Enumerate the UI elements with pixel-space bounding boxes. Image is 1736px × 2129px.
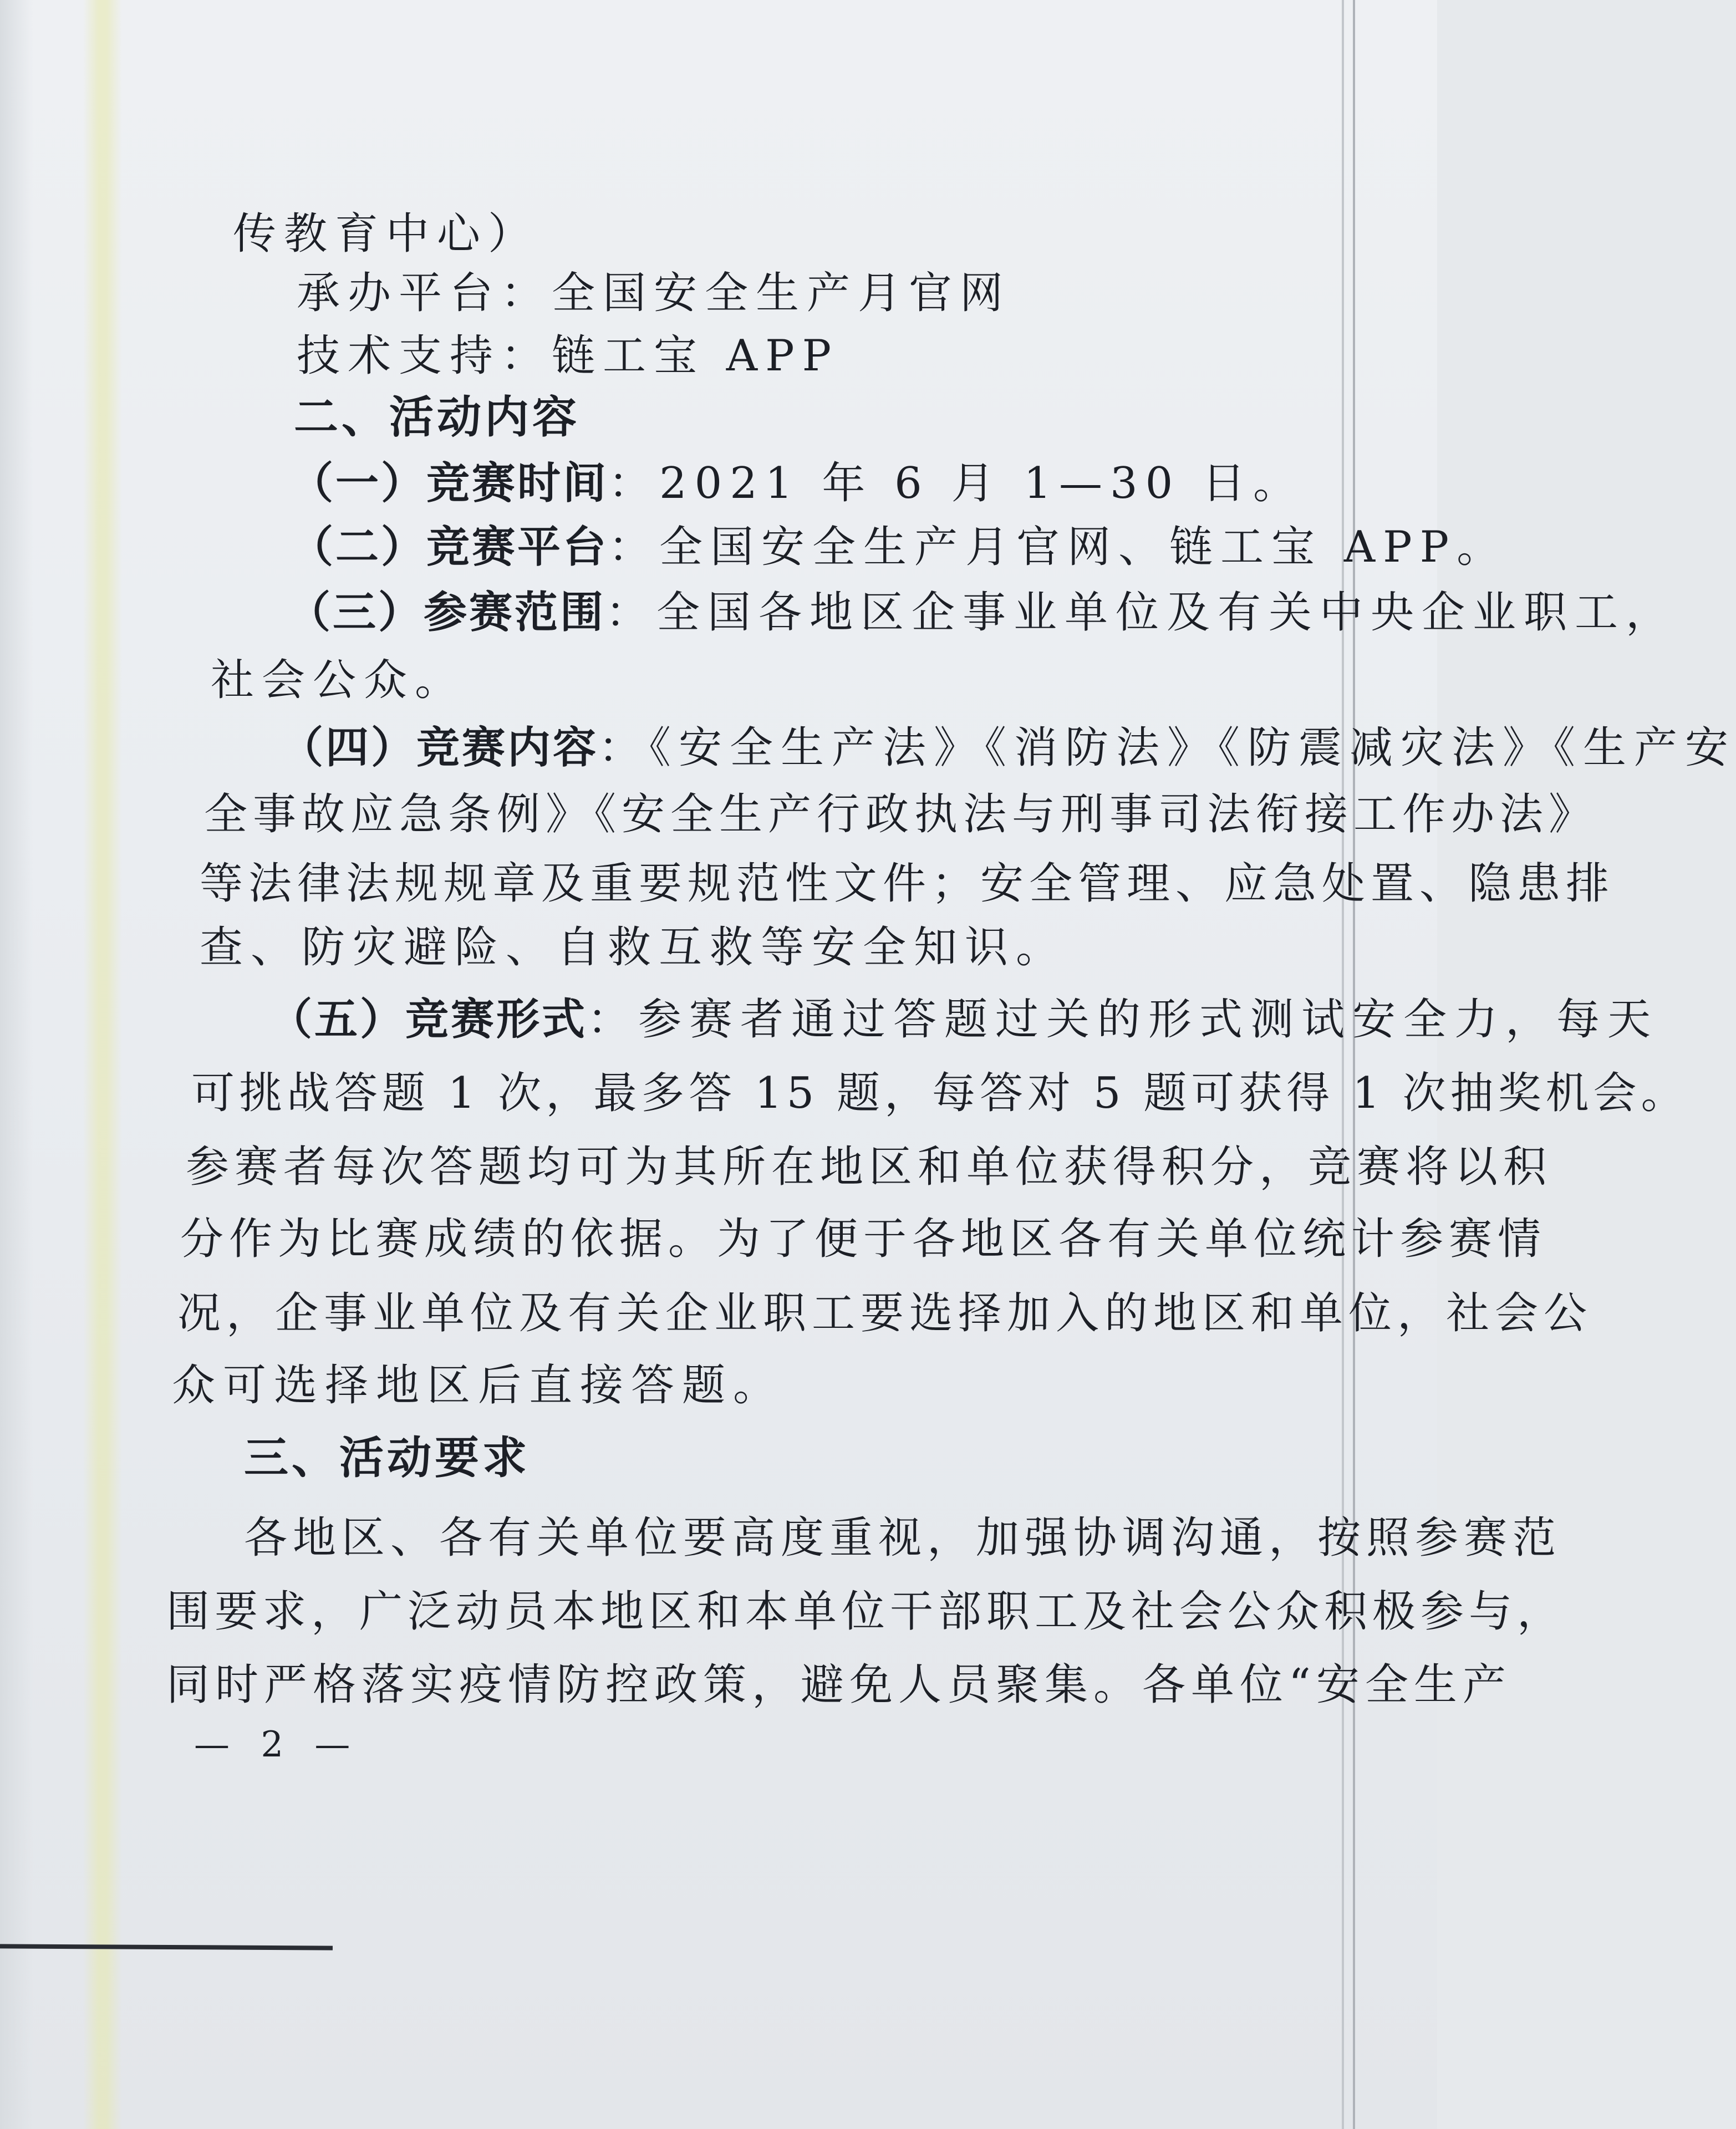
line-text: 同时严格落实疫情防控政策，避免人员聚集。各单位“安全生产 <box>166 1660 1511 1710</box>
line-text: 传教育中心） <box>233 209 539 259</box>
text-line <box>297 331 839 381</box>
text-line <box>172 1361 785 1410</box>
line-text: 众可选择地区后直接答题。 <box>172 1361 785 1410</box>
line-text: ：2021 年 6 月 1—30 日。 <box>608 459 1304 508</box>
page-edge-line <box>1353 0 1355 2129</box>
text-line <box>297 268 1011 318</box>
line-text: 况，企事业单位及有关企业职工要选择加入的地区和单位，社会公 <box>177 1288 1593 1338</box>
page-edge-line <box>1342 0 1344 2129</box>
text-line <box>269 995 1659 1045</box>
text-line <box>244 1513 1562 1563</box>
line-text: 查、防灾避险、自救互救等安全知识。 <box>200 923 1067 972</box>
text-line <box>166 1587 1566 1637</box>
item-lead: （二）竞赛平台 <box>290 522 609 572</box>
text-line <box>287 588 1677 638</box>
page-left-shadow <box>0 0 33 2129</box>
line-text: ：全国各地区企事业单位及有关中央企业职工， <box>605 588 1677 638</box>
text-line <box>186 1142 1552 1192</box>
heading-text: 二、活动内容 <box>294 391 580 443</box>
text-line <box>204 790 1598 839</box>
item-lead: （五）竞赛形式 <box>269 995 588 1045</box>
text-line <box>211 655 466 705</box>
line-text: 参赛者每次答题均可为其所在地区和单位获得积分，竞赛将以积 <box>186 1142 1552 1192</box>
margin-highlight-stripe <box>83 0 122 2129</box>
section-heading <box>244 1432 530 1484</box>
line-text: ：全国安全生产月官网、链工宝 APP。 <box>608 522 1508 572</box>
line-text: 技术支持：链工宝 APP <box>297 331 839 381</box>
line-text: 承办平台：全国安全生产月官网 <box>297 268 1011 318</box>
line-text: 分作为比赛成绩的依据。为了便于各地区各有关单位统计参赛情 <box>180 1214 1547 1264</box>
text-line <box>290 522 1508 572</box>
line-text: 社会公众。 <box>211 655 466 705</box>
line-text: ：《安全生产法》《消防法》《防震减灾法》《生产安 <box>598 723 1736 773</box>
item-lead: （一）竞赛时间 <box>290 459 609 508</box>
text-line <box>200 923 1067 972</box>
line-text: 可挑战答题 1 次，最多答 15 题，每答对 5 题可获得 1 次抽奖机会。 <box>191 1068 1689 1118</box>
page-number: — 2 — <box>194 1724 360 1765</box>
item-lead: （三）参赛范围 <box>287 588 606 638</box>
text-line <box>233 209 539 259</box>
item-lead: （四）竞赛内容 <box>280 723 599 773</box>
heading-text: 三、活动要求 <box>244 1432 530 1484</box>
section-heading <box>294 391 580 443</box>
line-text: 等法律法规规章及重要规范性文件；安全管理、应急处置、隐患排 <box>200 859 1615 909</box>
line-text: 各地区、各有关单位要高度重视，加强协调沟通，按照参赛范 <box>244 1513 1562 1563</box>
text-line <box>180 1214 1547 1264</box>
text-line <box>200 859 1615 909</box>
text-line <box>280 723 1736 773</box>
text-line <box>191 1068 1689 1118</box>
text-line <box>166 1660 1511 1710</box>
line-text: 全事故应急条例》《安全生产行政执法与刑事司法衔接工作办法》 <box>204 790 1598 839</box>
text-line <box>177 1288 1593 1338</box>
text-line <box>290 459 1304 508</box>
line-text: ：参赛者通过答题过关的形式测试安全力，每天 <box>587 995 1659 1045</box>
line-text: 围要求，广泛动员本地区和本单位干部职工及社会公众积极参与， <box>166 1587 1566 1637</box>
